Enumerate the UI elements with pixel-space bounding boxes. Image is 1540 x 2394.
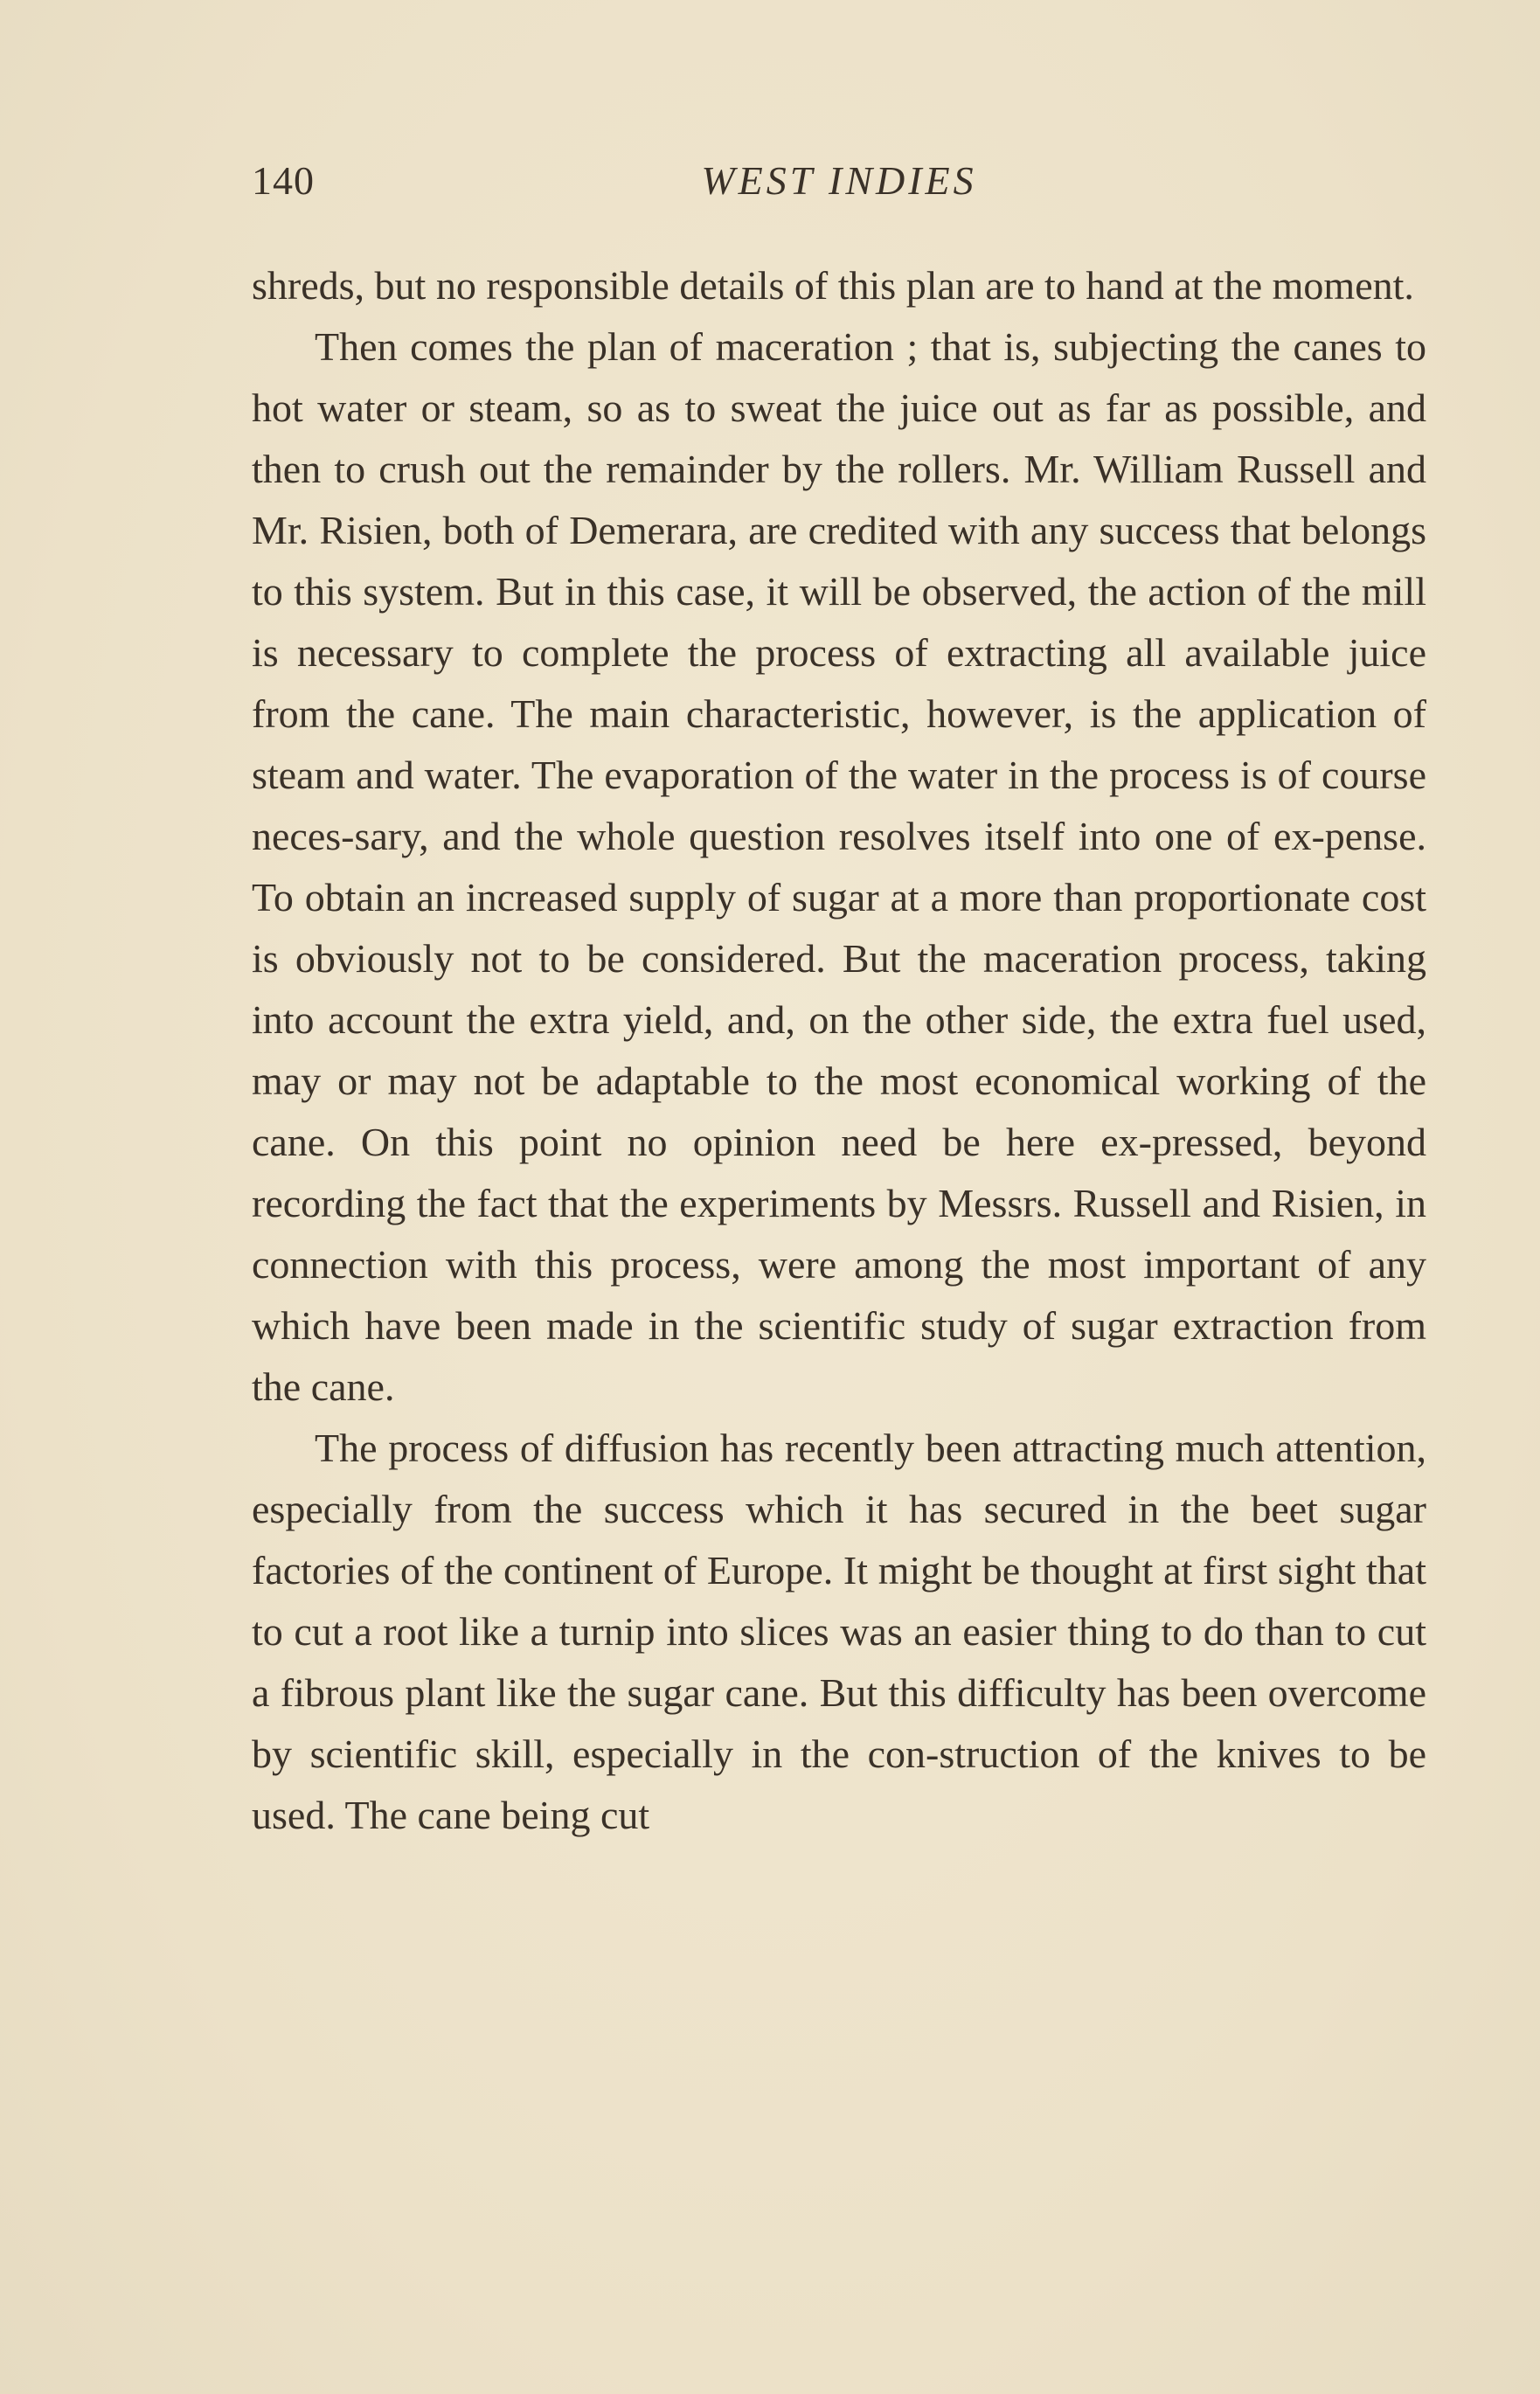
running-title: WEST INDIES [701,158,977,203]
running-head [252,150,1426,212]
paragraph-diffusion: The process of diffusion has recently been attracting much attention, especially from the success which it has secured in the beet sugar factories of the continent of Europe. It might be thought at first sight that to cut a root like a turnip into slices was an easier thing to do than to cut a fibrous plant like the sugar cane. But this difficulty has been overcome by scientific skill, especially in the con-struction of the knives to be used. The cane being cut [252,1426,1426,1837]
page-number: 140 [252,158,315,203]
paragraph-maceration: Then comes the plan of maceration ; that is, subjecting the canes to hot water or steam, so as to sweat the juice out as far as possible, and then to crush out the remainder by the rollers. Mr. William Russell and Mr. Risien, both of Demerara, are credited with any success that belongs to this system. But in this case, it will be observed, the action of the mill is necessary to complete the process of extracting all available juice from the cane. The main characteristic, however, is the application of steam and water. The evaporation of the water in the process is of course neces-sary, and the whole question resolves itself into one of ex-pense. To obtain an increased supply of sugar at a more than proportionate cost is obviously not to be considered. But the maceration process, taking into account the extra yield, and, on the other side, the extra fuel used, may or may not be adaptable to the most economical working of the cane. On this point no opinion need be here ex-pressed, beyond recording the fact that the experiments by Messrs. Russell and Risien, in connection with this process, were among the most important of any which have been made in the scientific study of sugar extraction from the cane. [252,324,1426,1409]
body-text [252,255,1426,1846]
paragraph-continued: shreds, but no responsible details of this plan are to hand at the moment. [252,263,1414,308]
